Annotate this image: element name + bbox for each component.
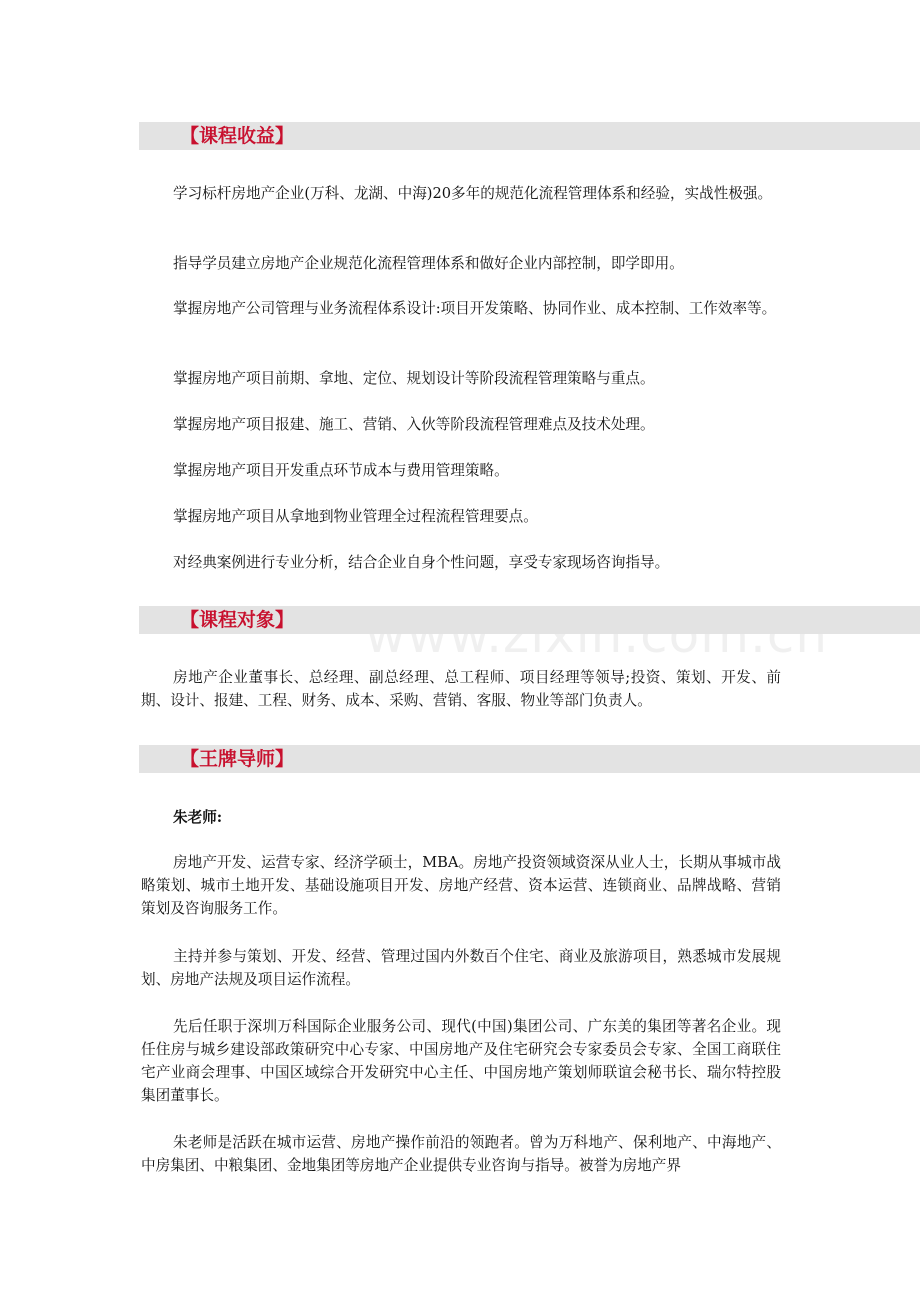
watermark: www.zixin.com.cn <box>365 606 829 664</box>
benefit-paragraph: 掌握房地产项目前期、拿地、定位、规划设计等阶段流程管理策略与重点。 <box>173 370 655 387</box>
benefit-paragraph: 指导学员建立房地产企业规范化流程管理体系和做好企业内部控制，即学即用。 <box>173 255 684 272</box>
benefit-paragraph: 学习标杆房地产企业(万科、龙湖、中海)20多年的规范化流程管理体系和经验，实战性极强。 <box>173 185 773 202</box>
section-title-teacher: 【王牌导师】 <box>180 748 295 770</box>
benefit-paragraph: 掌握房地产项目开发重点环节成本与费用管理策略。 <box>173 462 509 479</box>
audience-paragraph: 房地产企业董事长、总经理、副总经理、总工程师、项目经理等领导;投资、策划、开发、前期、设计、报建、工程、财务、成本、采购、营销、客服、物业等部门负责人。 <box>141 669 781 709</box>
benefit-paragraph: 掌握房地产项目报建、施工、营销、入伙等阶段流程管理难点及技术处理。 <box>173 416 655 433</box>
teacher-name: 朱老师: <box>173 809 223 826</box>
teacher-paragraph: 房地产开发、运营专家、经济学硕士，MBA。房地产投资领域资深从业人士，长期从事城市战略策划、城市土地开发、基础设施项目开发、房地产经营、资本运营、连锁商业、品牌战略、营销策划及咨询服务工作。 <box>141 854 781 917</box>
teacher-paragraph: 先后任职于深圳万科国际企业服务公司、现代(中国)集团公司、广东美的集团等著名企业。现任住房与城乡建设部政策研究中心专家、中国房地产及住宅研究会专家委员会专家、全国工商联住宅产业商会理事、中国区域综合开发研究中心主任、中国房地产策划师联谊会秘书长、瑞尔特控股集团董事长。 <box>141 1018 781 1104</box>
section-title-audience: 【课程对象】 <box>180 609 295 631</box>
section-title-benefits: 【课程收益】 <box>180 125 295 147</box>
teacher-paragraph: 主持并参与策划、开发、经营、管理过国内外数百个住宅、商业及旅游项目，熟悉城市发展规划、房地产法规及项目运作流程。 <box>141 948 781 988</box>
benefit-paragraph: 掌握房地产项目从拿地到物业管理全过程流程管理要点。 <box>173 508 538 525</box>
benefit-paragraph: 对经典案例进行专业分析，结合企业自身个性问题，享受专家现场咨询指导。 <box>173 554 670 571</box>
benefit-paragraph: 掌握房地产公司管理与业务流程体系设计:项目开发策略、协同作业、成本控制、工作效率等。 <box>173 300 777 317</box>
teacher-paragraph: 朱老师是活跃在城市运营、房地产操作前沿的领跑者。曾为万科地产、保利地产、中海地产、中房集团、中粮集团、金地集团等房地产企业提供专业咨询与指导。被誉为房地产界 <box>141 1134 781 1174</box>
